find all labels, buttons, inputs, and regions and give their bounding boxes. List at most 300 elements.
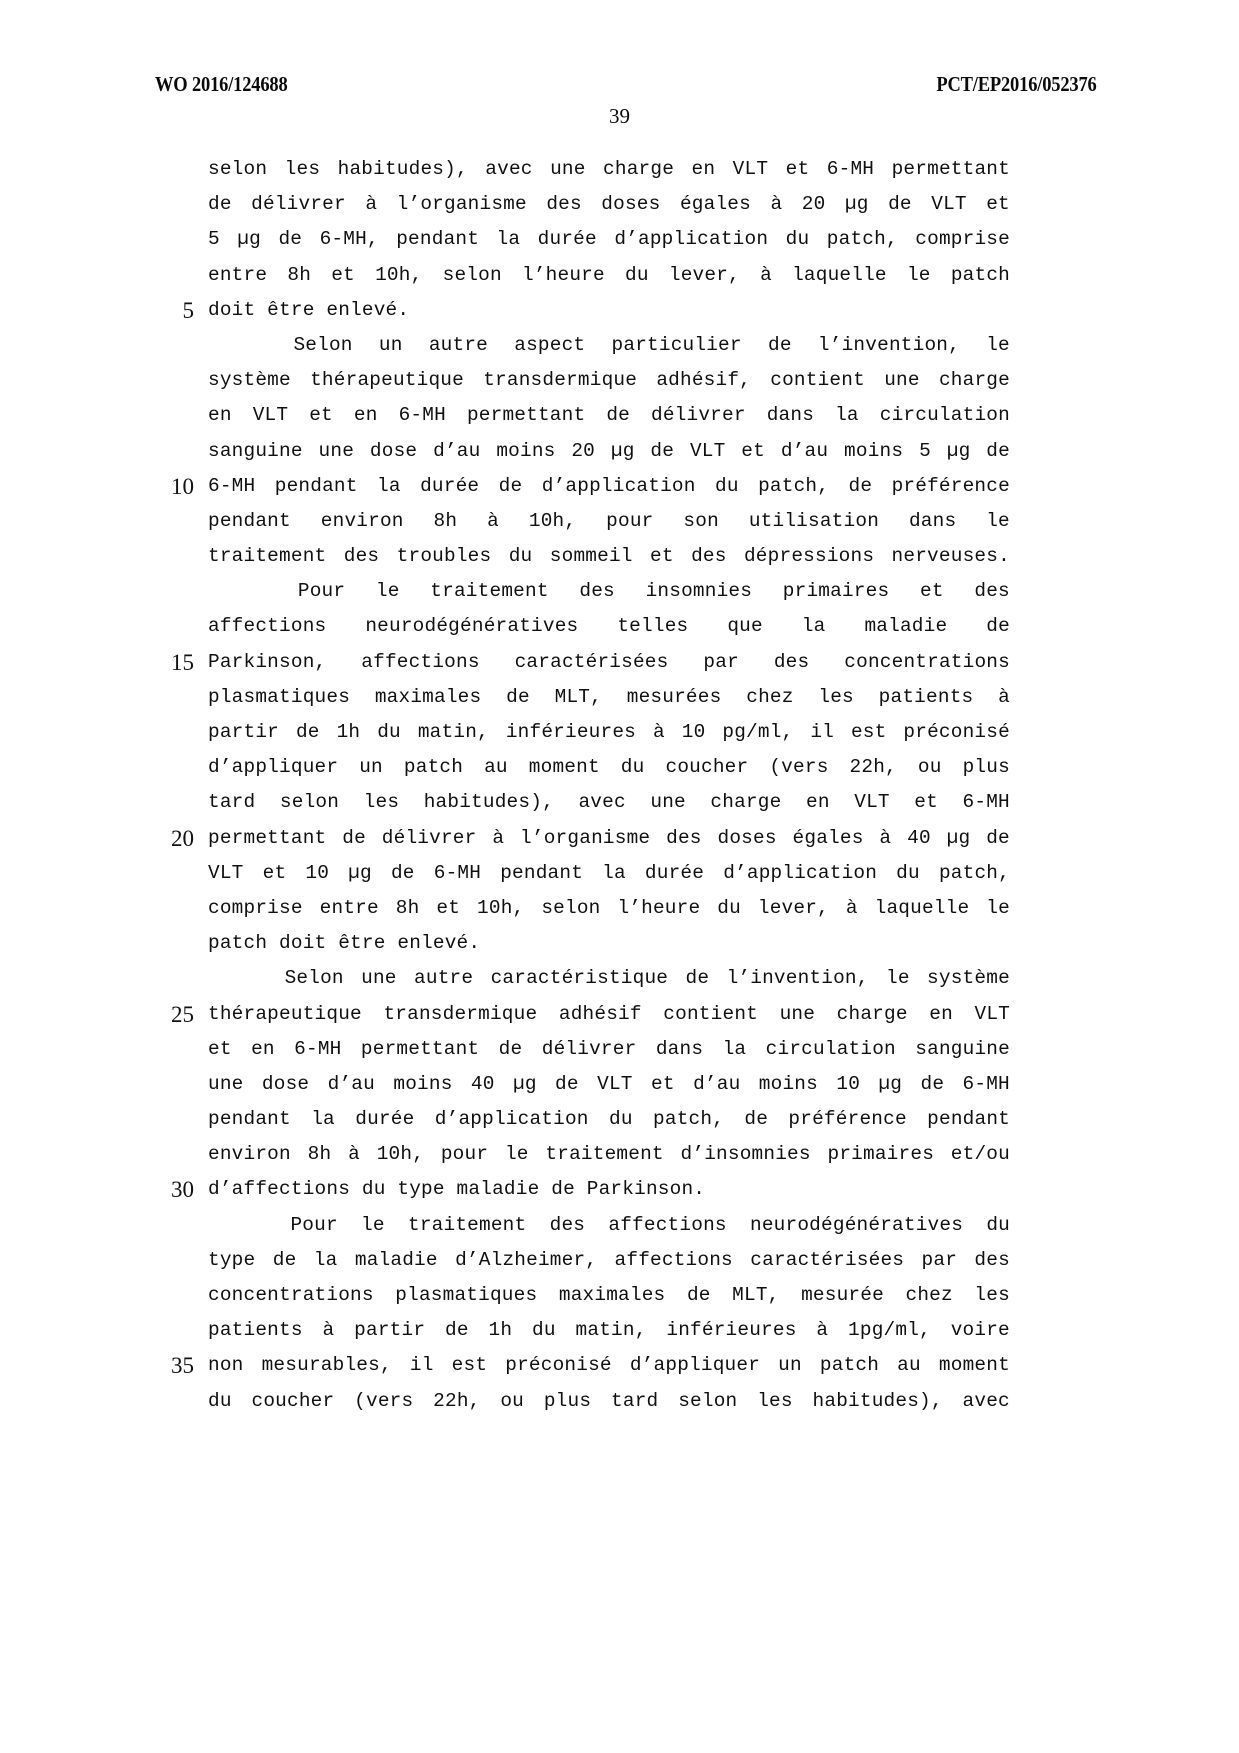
word: adhésif	[558, 1002, 642, 1025]
text-line	[150, 680, 1010, 715]
word: caractérisées	[750, 1248, 905, 1271]
line-text: doit être enlevé.	[208, 298, 410, 321]
word: matin,	[417, 721, 489, 743]
word: 6-MH	[826, 158, 875, 180]
text-line	[150, 1172, 1010, 1207]
word: durée	[537, 228, 597, 251]
word: thérapeutique	[310, 369, 464, 392]
line-text	[208, 680, 1010, 715]
word: µg	[946, 826, 971, 849]
line-text	[208, 1348, 1010, 1383]
word: préférence	[891, 474, 1010, 497]
word: moins	[758, 1072, 818, 1095]
word: et	[914, 791, 938, 814]
word: 10	[305, 861, 330, 884]
paragraph-indent	[208, 1208, 267, 1243]
word: 8h	[287, 263, 312, 286]
word: et/ou	[950, 1143, 1010, 1166]
word: patients	[208, 1319, 303, 1342]
word: transdermique	[483, 369, 638, 392]
word: égales	[679, 193, 751, 216]
word: des	[691, 545, 727, 568]
word: l’heure	[617, 896, 701, 919]
line-text	[208, 715, 1010, 750]
word: MLT,	[554, 685, 602, 708]
text-line	[150, 997, 1010, 1032]
word: inférieures	[505, 721, 637, 743]
word: du	[715, 474, 739, 497]
word: du	[785, 228, 810, 251]
word: le	[375, 580, 400, 603]
word: 5	[208, 228, 220, 251]
word: de	[555, 1072, 579, 1095]
word: patch	[819, 1354, 880, 1377]
word: habitudes),	[337, 158, 468, 180]
word: à	[322, 1319, 335, 1342]
line-text	[208, 1278, 1010, 1313]
word: l’invention,	[726, 967, 869, 990]
text-line	[150, 363, 1010, 398]
line-text	[208, 1384, 1010, 1419]
word: traitement	[430, 580, 549, 603]
word: patch,	[758, 474, 830, 497]
word: des	[549, 1213, 586, 1236]
word: maladie	[864, 615, 948, 638]
word: 6-MH	[433, 861, 482, 884]
word: 6-MH,	[319, 228, 379, 251]
word: les	[757, 1389, 793, 1412]
word: patch,	[826, 228, 898, 251]
word: du	[377, 721, 401, 743]
word: affections	[614, 1248, 733, 1271]
word: à	[816, 1319, 829, 1342]
word: d’au	[433, 439, 481, 462]
text-line	[150, 645, 1010, 680]
word: µg	[946, 439, 971, 462]
word: patch	[950, 263, 1010, 286]
word: environ	[208, 1143, 291, 1166]
word: pendant	[500, 861, 584, 884]
word: 6-MH	[208, 474, 256, 497]
text-line	[150, 891, 1010, 926]
word: selon	[279, 791, 340, 814]
word: en	[929, 1002, 953, 1025]
word: VLT	[208, 861, 244, 884]
word: neurodégénératives	[365, 615, 579, 638]
word: durée	[420, 474, 480, 497]
word: pour	[606, 509, 654, 532]
word: maladie	[354, 1248, 438, 1271]
word: 8h	[433, 509, 458, 532]
word: dans	[766, 404, 815, 427]
word: un	[359, 756, 383, 779]
word: VLT	[597, 1072, 633, 1095]
word: troubles	[396, 545, 492, 568]
word: traitement	[545, 1143, 664, 1166]
line-text: d’affections du type maladie de Parkinson.	[208, 1178, 706, 1201]
line-text	[208, 504, 1010, 539]
word: particulier	[611, 333, 742, 356]
word: moins	[496, 439, 556, 462]
text-line	[150, 785, 1010, 820]
line-text	[208, 645, 1010, 680]
word: à	[760, 263, 772, 286]
word: Parkinson,	[208, 650, 327, 673]
word: 10h,	[376, 1143, 425, 1166]
word: du	[896, 861, 920, 884]
word: charge	[836, 1002, 908, 1025]
line-text	[208, 258, 1010, 293]
word: aspect	[514, 333, 586, 356]
line-number: 5	[182, 297, 194, 323]
word: 40	[907, 826, 931, 849]
word: traitement	[208, 545, 327, 568]
word: la	[377, 474, 401, 497]
word: au	[484, 756, 508, 779]
text-line	[150, 152, 1010, 187]
word: plus	[543, 1389, 592, 1412]
word: pg/ml,	[722, 721, 794, 743]
word: µg	[844, 193, 869, 216]
text-line	[150, 258, 1010, 293]
word: sommeil	[549, 545, 633, 568]
line-text	[208, 785, 1010, 820]
word: plasmatiques	[395, 1284, 538, 1306]
word: dans	[908, 509, 957, 532]
word: de	[208, 193, 232, 216]
word: du	[532, 1319, 556, 1342]
word: du	[608, 1108, 633, 1131]
line-text	[208, 1102, 1010, 1137]
word: 10	[681, 721, 706, 743]
text-line	[150, 1348, 1010, 1383]
word: délivrer	[541, 1037, 637, 1060]
word: à	[492, 826, 505, 849]
word: de	[650, 439, 675, 462]
page-number: 39	[609, 104, 630, 128]
word: des	[974, 1248, 1010, 1271]
word: environ	[320, 509, 404, 532]
word: des	[666, 826, 702, 849]
word: à	[770, 193, 783, 216]
word: maximales	[374, 685, 482, 708]
text-line	[150, 750, 1010, 785]
word: il	[409, 1354, 434, 1377]
line-text	[208, 398, 1010, 433]
word: selon	[678, 1389, 738, 1412]
line-text	[208, 856, 1010, 891]
word: 10	[836, 1072, 861, 1095]
word: concentrations	[208, 1284, 374, 1306]
word: Selon	[293, 333, 353, 356]
word: en	[806, 791, 830, 814]
line-number: 10	[171, 473, 194, 499]
word: par	[703, 650, 739, 673]
text-line	[150, 856, 1010, 891]
word: les	[363, 791, 400, 814]
text-line	[150, 715, 1010, 750]
word: µg	[610, 439, 635, 462]
word: système	[208, 369, 291, 392]
word: circulation	[765, 1037, 896, 1060]
word: pendant	[208, 509, 291, 532]
line-text	[208, 1208, 1010, 1243]
word: un	[378, 333, 403, 356]
word: et	[436, 896, 461, 919]
word: des	[579, 580, 615, 603]
word: primaires	[827, 1143, 935, 1166]
word: avec	[485, 158, 533, 180]
word: préférence	[788, 1108, 907, 1131]
word: dose	[261, 1072, 310, 1095]
word: 10h,	[375, 263, 423, 286]
word: insomnies	[645, 580, 753, 603]
word: permettant	[360, 1037, 480, 1060]
word: caractérisées	[514, 650, 669, 673]
word: de	[445, 1319, 469, 1342]
word: VLT	[931, 193, 967, 216]
word: entre	[208, 263, 268, 286]
word: charge	[710, 791, 782, 814]
word: habitudes),	[812, 1389, 943, 1412]
word: d’Alzheimer,	[455, 1248, 598, 1271]
word: 20	[571, 439, 596, 462]
text-line	[150, 1032, 1010, 1067]
text-line	[150, 1102, 1010, 1137]
word: le	[361, 1213, 385, 1236]
word: MLT,	[732, 1284, 780, 1306]
line-text	[208, 187, 1010, 222]
word: adhésif,	[656, 369, 752, 392]
word: de	[986, 439, 1010, 462]
line-number: 30	[171, 1177, 194, 1203]
word: partir	[208, 721, 280, 743]
word: de	[986, 826, 1010, 849]
line-text	[208, 222, 1010, 257]
text-line	[150, 328, 1010, 363]
line-number: 15	[171, 649, 194, 675]
text-line	[150, 1243, 1010, 1278]
word: caractéristique	[490, 967, 669, 990]
word: ou	[500, 1389, 525, 1412]
line-text	[208, 997, 1010, 1032]
word: VLT	[689, 439, 726, 462]
text-line	[150, 469, 1010, 504]
word: chez	[905, 1284, 953, 1306]
word: comprise	[915, 228, 1010, 251]
word: lever,	[757, 896, 829, 919]
word: pendant	[396, 228, 480, 251]
word: à	[998, 685, 1010, 708]
word: des	[773, 650, 810, 673]
word: d’au	[327, 1072, 375, 1095]
word: affections	[608, 1213, 727, 1236]
line-text	[208, 609, 1010, 644]
word: µg	[878, 1072, 903, 1095]
word: (vers	[354, 1389, 414, 1412]
word: une	[318, 439, 355, 462]
word: et	[741, 439, 765, 462]
word: dose	[369, 439, 418, 462]
word: µg	[348, 861, 372, 884]
word: 1pg/ml,	[848, 1319, 931, 1342]
word: de	[342, 826, 366, 849]
word: tard	[208, 791, 256, 814]
word: partir	[354, 1319, 426, 1342]
word: patch	[403, 756, 464, 779]
word: 10h,	[528, 509, 577, 532]
word: sanguine	[208, 439, 303, 462]
word: la	[602, 861, 626, 884]
word: d’au	[693, 1072, 741, 1095]
word: en	[208, 404, 232, 427]
word: sanguine	[915, 1037, 1010, 1060]
text-line	[150, 539, 1010, 574]
text-line	[150, 926, 1010, 961]
word: la	[801, 615, 826, 638]
paragraph-indent	[208, 328, 267, 363]
word: tard	[611, 1389, 659, 1412]
word: d’insomnies	[680, 1143, 811, 1166]
line-text	[208, 1067, 1010, 1102]
text-line	[150, 504, 1010, 539]
word: de	[986, 615, 1010, 638]
word: par	[921, 1248, 958, 1271]
word: voire	[950, 1319, 1010, 1342]
word: du	[208, 1389, 232, 1412]
text-line	[150, 1384, 1010, 1419]
word: du	[620, 756, 645, 779]
line-text	[208, 574, 1010, 609]
word: laquelle	[792, 263, 887, 286]
word: neurodégénératives	[750, 1213, 964, 1236]
word: selon	[208, 158, 268, 180]
word: 6-MH	[294, 1037, 342, 1060]
word: de	[272, 1248, 297, 1271]
word: d’application	[434, 1108, 589, 1131]
word: la	[722, 1037, 747, 1060]
line-text	[208, 821, 1010, 856]
word: la	[313, 1248, 338, 1271]
word: la	[835, 404, 859, 427]
word: une	[361, 967, 397, 990]
word: l’heure	[521, 263, 605, 286]
word: µg	[512, 1072, 537, 1095]
text-line	[150, 609, 1010, 644]
line-text	[208, 1032, 1010, 1067]
word: 22h,	[849, 756, 897, 779]
word: durée	[355, 1108, 415, 1131]
word: lever,	[668, 263, 740, 286]
word: 6-MH	[962, 791, 1010, 814]
word: de	[506, 685, 530, 708]
word: une	[884, 369, 920, 392]
word: des	[546, 193, 582, 216]
line-text	[208, 1137, 1010, 1172]
text-line	[150, 1208, 1010, 1243]
word: de	[295, 721, 320, 743]
word: permettant	[208, 826, 327, 849]
word: et	[331, 263, 355, 286]
word: concentrations	[844, 650, 1010, 673]
word: doses	[601, 193, 661, 216]
word: Pour	[297, 580, 346, 603]
word: à	[652, 721, 665, 743]
word: VLT	[252, 404, 289, 427]
word: pendant	[274, 474, 358, 497]
word: charge	[603, 158, 675, 180]
word: VLT	[974, 1002, 1010, 1025]
word: doses	[717, 826, 777, 849]
word: selon	[541, 896, 601, 919]
line-text	[208, 891, 1010, 926]
word: de	[888, 193, 912, 216]
word: matin,	[575, 1319, 647, 1342]
word: à	[348, 1143, 360, 1166]
text-line	[150, 821, 1010, 856]
word: telles	[617, 615, 689, 638]
line-text	[208, 1313, 1010, 1348]
line-text	[208, 328, 1010, 363]
word: d’appliquer	[629, 1354, 761, 1377]
word: 8h	[395, 896, 420, 919]
word: de	[685, 967, 710, 990]
document-body	[150, 152, 1010, 1419]
application-number: PCT/EP2016/052376	[936, 72, 1097, 96]
word: mesurées	[626, 685, 722, 708]
word: patients	[878, 685, 974, 708]
line-text	[208, 469, 1010, 504]
word: en	[251, 1037, 275, 1060]
word: dans	[655, 1037, 704, 1060]
word: au	[897, 1354, 921, 1377]
word: une	[650, 791, 686, 814]
word: patch,	[938, 861, 1010, 884]
word: plasmatiques	[208, 685, 351, 708]
word: du	[625, 263, 649, 286]
word: en	[353, 404, 378, 427]
word: moins	[393, 1072, 453, 1095]
word: patch,	[653, 1108, 725, 1131]
paragraph-indent	[208, 574, 267, 609]
word: 5	[919, 439, 931, 462]
text-line	[150, 434, 1010, 469]
word: VLT	[732, 158, 769, 180]
line-text	[208, 1243, 1010, 1278]
word: ou	[917, 756, 942, 779]
word: µg	[237, 228, 261, 251]
word: à	[845, 896, 858, 919]
word: est	[451, 1354, 488, 1377]
word: coucher	[251, 1389, 335, 1412]
word: d’application	[614, 228, 769, 251]
word: 22h,	[433, 1389, 481, 1412]
word: il	[810, 721, 835, 743]
word: dépressions	[743, 545, 875, 568]
word: Pour	[290, 1213, 338, 1236]
word: 1h	[488, 1319, 513, 1342]
word: avec	[578, 791, 626, 814]
line-number: 20	[171, 825, 194, 851]
word: comprise	[208, 896, 303, 919]
word: de	[498, 474, 523, 497]
word: d’au	[780, 439, 829, 462]
word: de	[767, 333, 792, 356]
word: contient	[663, 1002, 758, 1025]
word: plus	[962, 756, 1010, 779]
line-number: 25	[171, 1001, 194, 1027]
word: inférieures	[666, 1319, 797, 1342]
